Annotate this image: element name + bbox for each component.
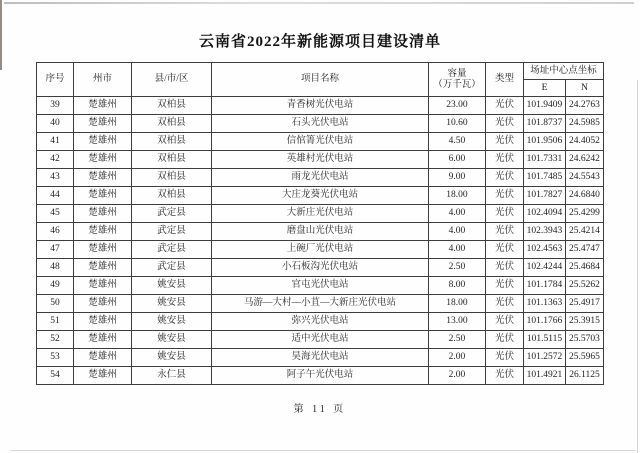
- cell-prefecture: 楚雄州: [73, 331, 131, 349]
- cell-project: 昊海光伏电站: [211, 349, 428, 367]
- cell-county: 姚安县: [131, 277, 211, 295]
- cell-type: 光伏: [485, 205, 523, 223]
- header-type: 类型: [485, 63, 523, 97]
- table-row: [36, 295, 603, 313]
- cell-project: 信倌箐光伏电站: [211, 133, 428, 151]
- cell-capacity: 18.00: [428, 295, 485, 313]
- cell-project: 大新庄光伏电站: [211, 205, 428, 223]
- cell-n: 25.4747: [565, 241, 603, 259]
- cell-county: 姚安县: [131, 313, 211, 331]
- header-capacity: [428, 63, 485, 97]
- cell-project: 适中光伏电站: [211, 331, 428, 349]
- table-row: [36, 259, 603, 277]
- cell-type: 光伏: [485, 115, 523, 133]
- cell-county: 双柏县: [131, 133, 211, 151]
- cell-n: 24.6242: [565, 151, 603, 169]
- cell-type: 光伏: [485, 331, 523, 349]
- cell-seq: 43: [36, 169, 73, 187]
- cell-project: 上碗厂光伏电站: [211, 241, 428, 259]
- cell-project: 阿子午光伏电站: [211, 367, 428, 385]
- cell-county: 双柏县: [131, 169, 211, 187]
- header-county: 县/市/区: [131, 63, 211, 97]
- table-row: [36, 349, 603, 367]
- table-row: [36, 277, 603, 295]
- cell-prefecture: 楚雄州: [73, 115, 131, 133]
- cell-type: 光伏: [485, 187, 523, 205]
- cell-county: 武定县: [131, 259, 211, 277]
- cell-e: 101.7827: [523, 187, 565, 205]
- cell-e: 101.4921: [523, 367, 565, 385]
- cell-prefecture: 楚雄州: [73, 313, 131, 331]
- cell-capacity: 6.00: [428, 151, 485, 169]
- table-row: [36, 241, 603, 259]
- cell-seq: 52: [36, 331, 73, 349]
- cell-e: 101.2572: [523, 349, 565, 367]
- cell-e: 101.5115: [523, 331, 565, 349]
- cell-seq: 47: [36, 241, 73, 259]
- cell-e: 101.9409: [523, 97, 565, 115]
- cell-n: 25.5262: [565, 277, 603, 295]
- table-row: [36, 331, 603, 349]
- cell-county: 武定县: [131, 223, 211, 241]
- header-capacity-line2: （万千瓦）: [433, 79, 481, 90]
- cell-county: 武定县: [131, 241, 211, 259]
- cell-n: 25.3915: [565, 313, 603, 331]
- cell-seq: 48: [36, 259, 73, 277]
- cell-capacity: 2.00: [428, 367, 485, 385]
- cell-n: 24.4052: [565, 133, 603, 151]
- cell-type: 光伏: [485, 151, 523, 169]
- cell-n: 24.2763: [565, 97, 603, 115]
- cell-project: 英雄村光伏电站: [211, 151, 428, 169]
- cell-n: 25.5703: [565, 331, 603, 349]
- cell-prefecture: 楚雄州: [73, 241, 131, 259]
- cell-seq: 42: [36, 151, 73, 169]
- cell-type: 光伏: [485, 133, 523, 151]
- cell-type: 光伏: [485, 169, 523, 187]
- table-row: [36, 205, 603, 223]
- cell-prefecture: 楚雄州: [73, 367, 131, 385]
- cell-type: 光伏: [485, 241, 523, 259]
- cell-county: 双柏县: [131, 151, 211, 169]
- cell-seq: 45: [36, 205, 73, 223]
- cell-seq: 40: [36, 115, 73, 133]
- cell-project: 雨龙光伏电站: [211, 169, 428, 187]
- cell-n: 24.5985: [565, 115, 603, 133]
- header-project: 项目名称: [211, 63, 428, 97]
- cell-prefecture: 楚雄州: [73, 223, 131, 241]
- cell-n: 25.4214: [565, 223, 603, 241]
- cell-seq: 44: [36, 187, 73, 205]
- header-capacity-line1: 容量: [447, 68, 467, 79]
- cell-project: 石头光伏电站: [211, 115, 428, 133]
- header-seq: 序号: [36, 63, 73, 97]
- cell-seq: 41: [36, 133, 73, 151]
- cell-capacity: 23.00: [428, 97, 485, 115]
- cell-e: 101.1766: [523, 313, 565, 331]
- cell-e: 101.7331: [523, 151, 565, 169]
- header-coord-n: N: [565, 80, 603, 97]
- cell-e: 102.4094: [523, 205, 565, 223]
- cell-seq: 53: [36, 349, 73, 367]
- cell-project: 青香树光伏电站: [211, 97, 428, 115]
- cell-project: 弥兴光伏电站: [211, 313, 428, 331]
- cell-seq: 50: [36, 295, 73, 313]
- cell-capacity: 9.00: [428, 169, 485, 187]
- header-prefecture: 州市: [73, 63, 131, 97]
- cell-e: 101.1363: [523, 295, 565, 313]
- scan-edge-right: [637, 80, 638, 453]
- cell-seq: 49: [36, 277, 73, 295]
- project-table: [36, 62, 604, 385]
- cell-county: 姚安县: [131, 295, 211, 313]
- cell-e: 101.8737: [523, 115, 565, 133]
- cell-e: 102.3943: [523, 223, 565, 241]
- cell-seq: 51: [36, 313, 73, 331]
- cell-county: 双柏县: [131, 97, 211, 115]
- cell-county: 双柏县: [131, 115, 211, 133]
- table-row: [36, 169, 603, 187]
- cell-n: 25.4299: [565, 205, 603, 223]
- cell-capacity: 4.00: [428, 205, 485, 223]
- page-number: 第 11 页: [293, 404, 347, 415]
- cell-project: 马游—大村—小苴—大新庄光伏电站: [211, 295, 428, 313]
- cell-project: 小石板沟光伏电站: [211, 259, 428, 277]
- cell-n: 24.6840: [565, 187, 603, 205]
- cell-e: 101.7485: [523, 169, 565, 187]
- cell-seq: 46: [36, 223, 73, 241]
- cell-capacity: 2.50: [428, 259, 485, 277]
- cell-e: 102.4563: [523, 241, 565, 259]
- cell-county: 永仁县: [131, 367, 211, 385]
- table-body: [36, 97, 603, 385]
- cell-type: 光伏: [485, 223, 523, 241]
- cell-prefecture: 楚雄州: [73, 277, 131, 295]
- cell-county: 武定县: [131, 205, 211, 223]
- cell-capacity: 13.00: [428, 313, 485, 331]
- cell-type: 光伏: [485, 259, 523, 277]
- page-title: 云南省2022年新能源项目建设清单: [198, 34, 441, 50]
- cell-capacity: 2.00: [428, 349, 485, 367]
- cell-capacity: 8.00: [428, 277, 485, 295]
- cell-capacity: 4.50: [428, 133, 485, 151]
- scan-edge-bottom: [10, 450, 636, 451]
- cell-capacity: 4.00: [428, 241, 485, 259]
- cell-e: 101.9506: [523, 133, 565, 151]
- cell-e: 102.4244: [523, 259, 565, 277]
- cell-prefecture: 楚雄州: [73, 295, 131, 313]
- table-row: [36, 133, 603, 151]
- cell-type: 光伏: [485, 277, 523, 295]
- scan-edge-left: [0, 0, 2, 70]
- cell-n: 26.1125: [565, 367, 603, 385]
- cell-type: 光伏: [485, 295, 523, 313]
- cell-capacity: 10.60: [428, 115, 485, 133]
- table-row: [36, 367, 603, 385]
- cell-county: 双柏县: [131, 187, 211, 205]
- cell-prefecture: 楚雄州: [73, 349, 131, 367]
- header-coord-e: E: [523, 80, 565, 97]
- table-row: [36, 313, 603, 331]
- cell-seq: 39: [36, 97, 73, 115]
- cell-n: 25.4917: [565, 295, 603, 313]
- cell-capacity: 4.00: [428, 223, 485, 241]
- table-row: [36, 187, 603, 205]
- cell-type: 光伏: [485, 349, 523, 367]
- cell-project: 大庄龙葵光伏电站: [211, 187, 428, 205]
- cell-prefecture: 楚雄州: [73, 259, 131, 277]
- header-coords: 场址中心点坐标: [523, 63, 603, 80]
- cell-capacity: 18.00: [428, 187, 485, 205]
- cell-prefecture: 楚雄州: [73, 169, 131, 187]
- scan-edge-top: [4, 2, 634, 4]
- cell-county: 姚安县: [131, 331, 211, 349]
- cell-project: 磨盘山光伏电站: [211, 223, 428, 241]
- table-row: [36, 97, 603, 115]
- cell-prefecture: 楚雄州: [73, 151, 131, 169]
- cell-prefecture: 楚雄州: [73, 133, 131, 151]
- cell-type: 光伏: [485, 367, 523, 385]
- cell-capacity: 2.50: [428, 331, 485, 349]
- table-row: [36, 115, 603, 133]
- cell-seq: 54: [36, 367, 73, 385]
- cell-e: 101.1784: [523, 277, 565, 295]
- cell-type: 光伏: [485, 97, 523, 115]
- cell-project: 官屯光伏电站: [211, 277, 428, 295]
- cell-n: 25.5965: [565, 349, 603, 367]
- cell-prefecture: 楚雄州: [73, 187, 131, 205]
- cell-county: 姚安县: [131, 349, 211, 367]
- cell-type: 光伏: [485, 313, 523, 331]
- table-header: [36, 63, 603, 97]
- table-row: [36, 151, 603, 169]
- cell-n: 24.5543: [565, 169, 603, 187]
- cell-prefecture: 楚雄州: [73, 205, 131, 223]
- cell-prefecture: 楚雄州: [73, 97, 131, 115]
- cell-n: 25.4684: [565, 259, 603, 277]
- table-row: [36, 223, 603, 241]
